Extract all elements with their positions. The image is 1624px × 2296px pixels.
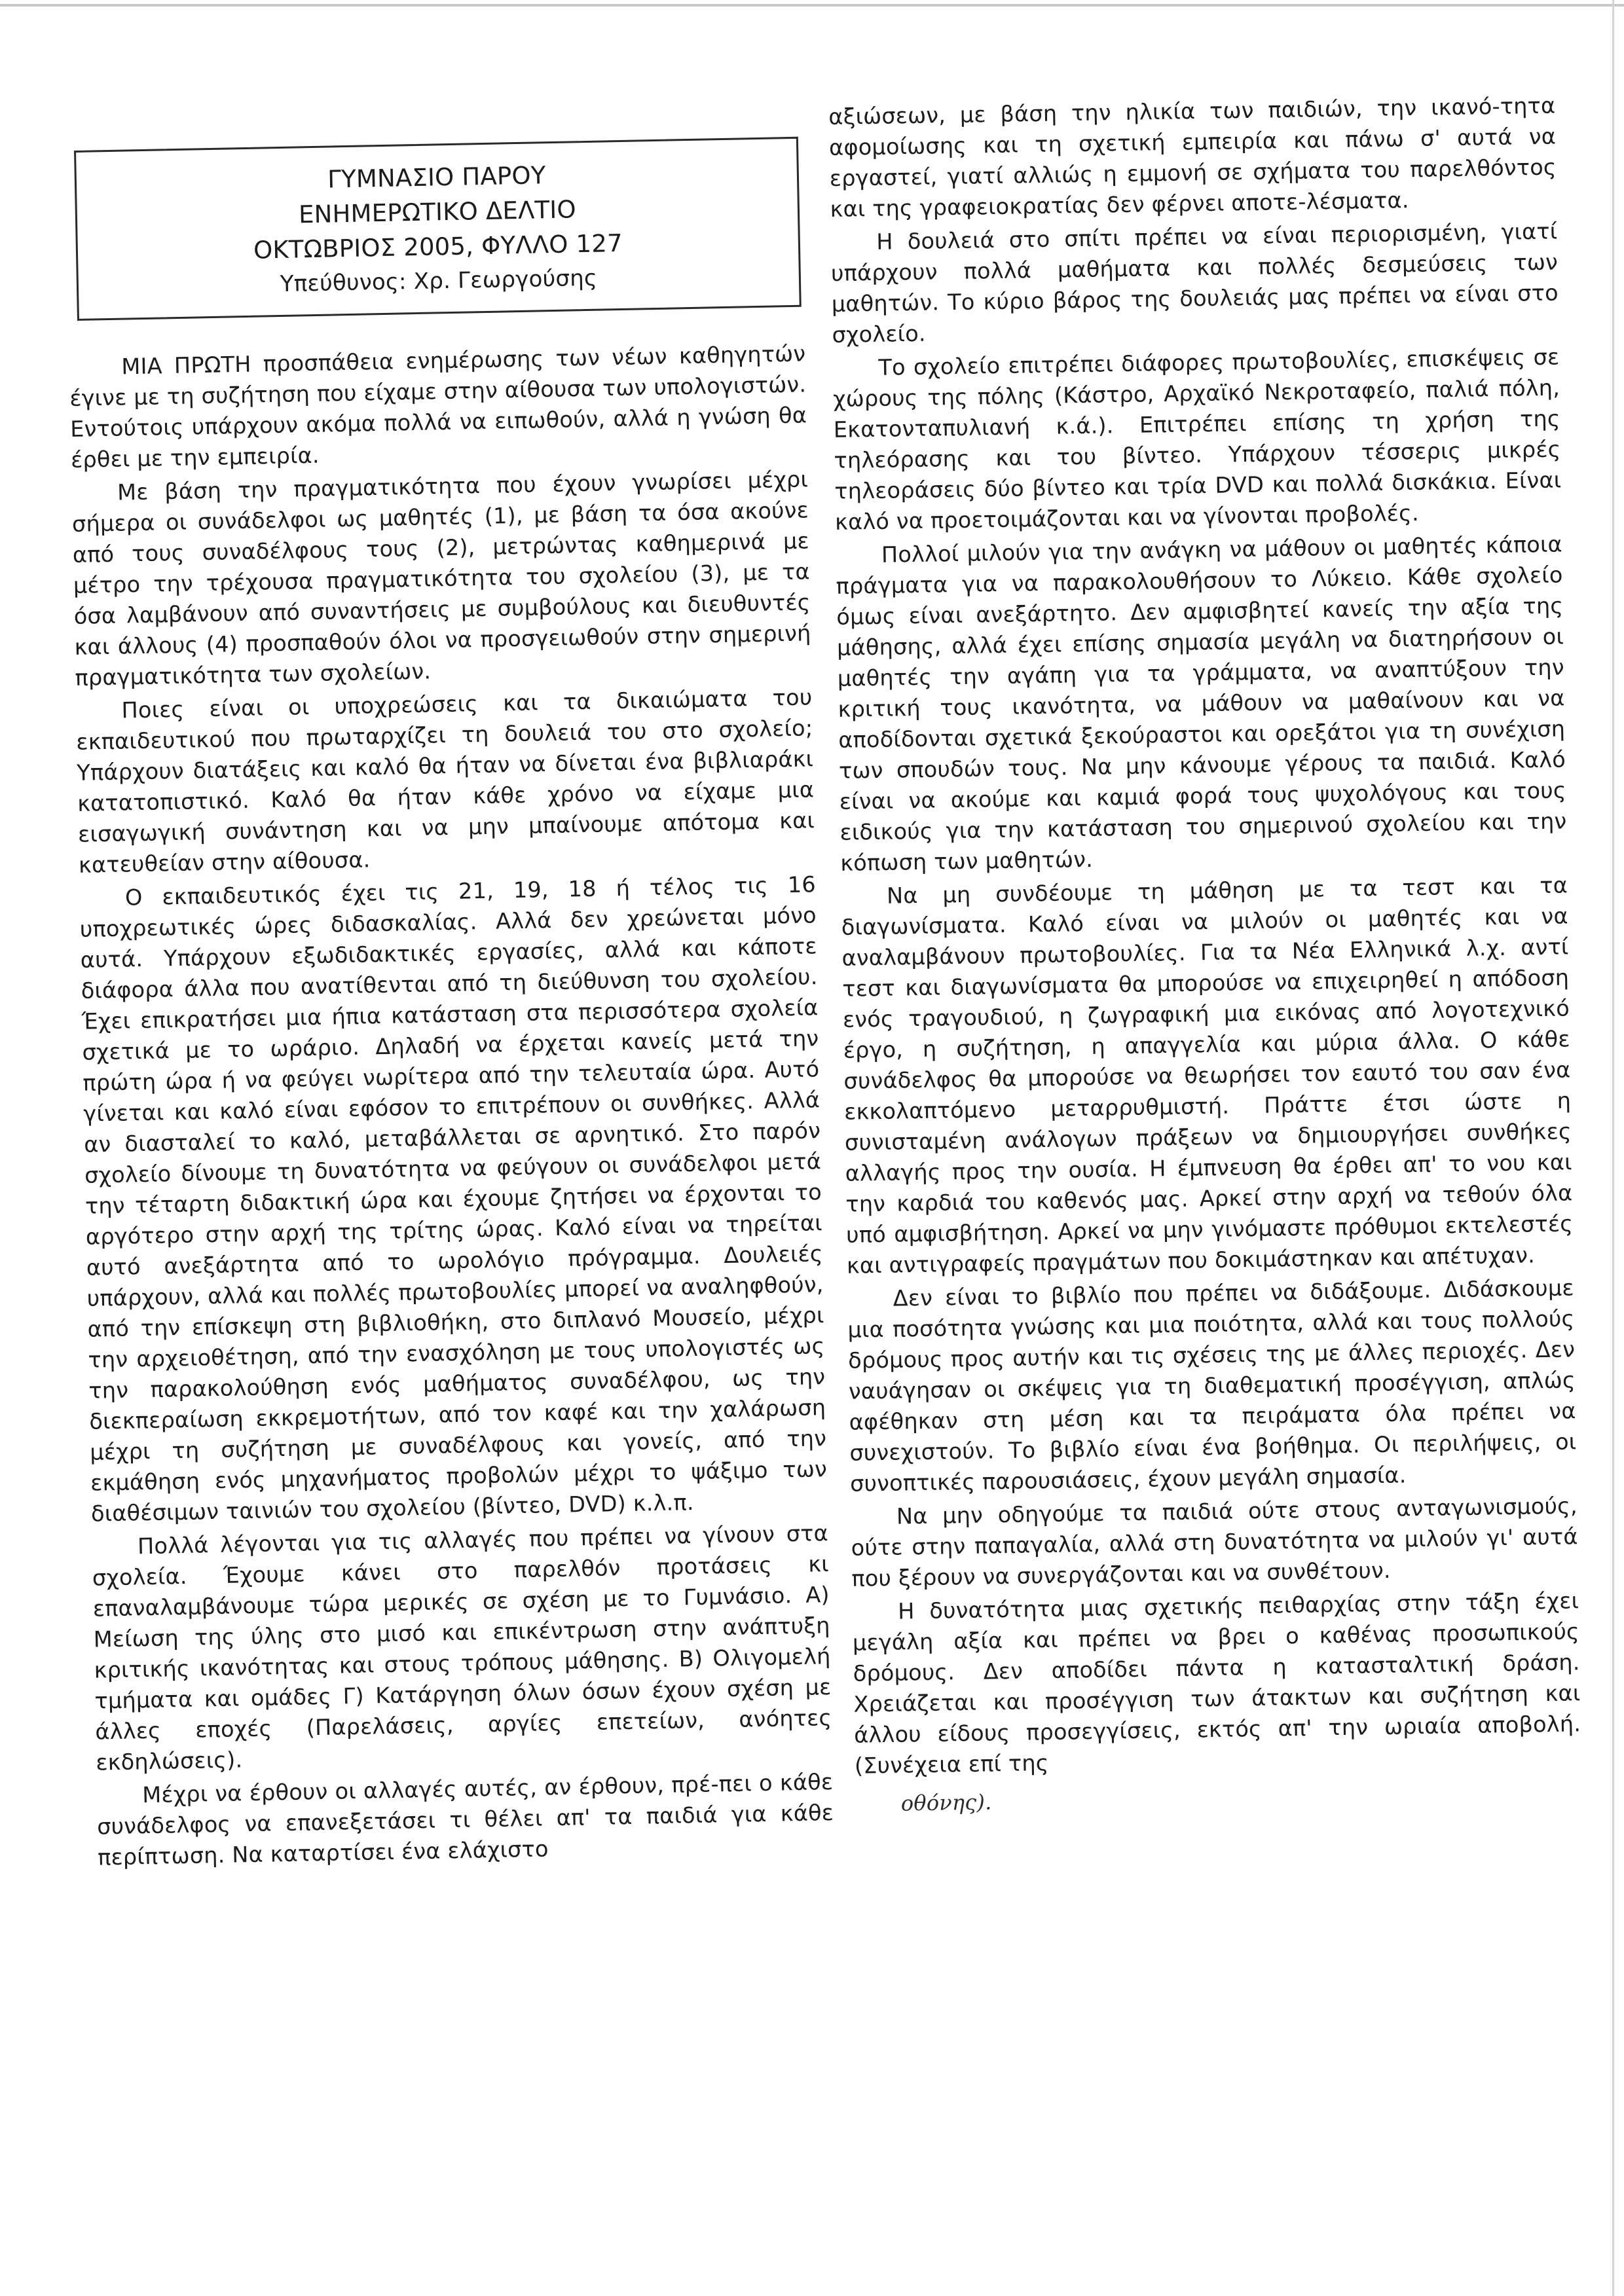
right-column (828, 90, 1582, 1820)
paragraph: Ο εκπαιδευτικός έχει τις 21, 19, 18 ή τέλος τις 16 υποχρεωτικές ώρες διδασκαλίας. Αλλά δεν χρεώνεται μόνο αυτά. Υπάρχουν εξωδιδακτικές εργασίες, αλλά και κάποτε διάφορα άλλα που ανατίθενται από τη διεύθυνση του σχολείου. Έχει επικρατήσει μια ήπια κατάσταση στα περισσότερα σχολεία σχετικά με το ωράριο. Δηλαδή να έρχεται κανείς μετά την πρώτη ώρα ή να φεύγει νωρίτερα από την τελευταία ώρα. Αυτό γίνεται και καλό είναι εφόσον το επιτρέπουν οι συνθήκες. Αλλά αν διασταλεί το καλό, μεταβάλλεται σε αρνητικό. Στο παρόν σχολείο δίνουμε τη δυνατότητα να φεύγουν οι συνάδελφοι μετά την τέταρτη διδακτική ώρα και έχουμε ζητήσει να έρχονται το αργότερο στην αρχή της τρίτης ώρας. Καλό είναι να τηρείται αυτό ανεξάρτητα από το ωρολόγιο πρόγραμμα. Δουλειές υπάρχουν, αλλά και πολλές πρωτοβουλίες μπορεί να αναληφθούν, από την επίσκεψη στη βιβλιοθήκη, στο διπλανό Μουσείο, μέχρι την αρχειοθέτηση, από την ενασχόληση με τους υπολογιστές ως την παρακολούθηση ενός μαθήματος συναδέλφου, ως την διεκπεραίωση εκκρεμοτήτων, από τον καφέ και την χαλάρωση μέχρι τη συζήτηση με συναδέλφους και γονείς, από την εκμάθηση ενός μηχανήματος προβολών μέχρι το ψάξιμο των διαθέσιμων ταινιών του σχολείου (βίντεο, DVD) κ.λ.π. (79, 871, 828, 1527)
paragraph: Δεν είναι το βιβλίο που πρέπει να διδάξουμε. Διδάσκουμε μια ποσότητα γνώσης και μια ποιότητα, αλλά και τους πολλούς δρόμους προς αυτήν και τις σχέσεις της με άλλες περιοχές. Δεν ναυάγησαν οι σκέψεις για τη διαθεματική προσέγγιση, απλώς αφέθηκαν στη μέση και τα πειράματα όλα πρέπει να συνεχιστούν. Το βιβλίο είναι ένα βοήθημα. Οι περιλήψεις, οι συνοπτικές παρουσιάσεις, έχουν μεγάλη σημασία. (847, 1275, 1577, 1497)
paragraph: αξιώσεων, με βάση την ηλικία των παιδιών, την ικανό-τητα αφομοίωσης και τη σχετική εμπειρία και πάνω σ' αυτά να εργαστεί, γιατί αλλιώς η εμμονή σε σχήματα του παρελθόντος και της γραφειοκρατίας δεν φέρνει αποτε-λέσματα. (828, 92, 1557, 222)
masthead-editor: Υπεύθυνος: Χρ. Γεωργούσης (280, 264, 598, 297)
paragraph: Μέχρι να έρθουν οι αλλαγές αυτές, αν έρθουν, πρέ-πει ο κάθε συνάδελφος να επανεξετάσει τι θέλει απ' τα παιδιά για κάθε περίπτωση. Να καταρτίσει ένα ελάχιστο (96, 1769, 834, 1870)
handwritten-note: οθόνης). (900, 1789, 992, 1816)
scan-top-edge (0, 4, 1624, 7)
scan-right-edge (1612, 0, 1614, 2296)
paragraph: Ποιες είναι οι υποχρεώσεις και τα δικαιώματα του εκπαιδευτικού που πρωταρχίζει τη δουλειά του στο σχολείο; Υπάρχουν διατάξεις και καλό θα ήταν να δίνεται ένα βιβλιαράκι κατατοπιστικό. Καλό θα ήταν κάθε χρόνο να είχαμε μια εισαγωγική συνάντηση και να μην μπαίνουμε απότομα και κατευθείαν στην αίθουσα. (76, 684, 815, 878)
paragraph: Η δουλειά στο σπίτι πρέπει να είναι περιορισμένη, γιατί υπάρχουν πολλά μαθήματα και πολλές δεσμεύσεις των μαθητών. Το κύριο βάρος της δουλειάς μας πρέπει να είναι στο σχολείο. (830, 218, 1559, 348)
paragraph: Να μην οδηγούμε τα παιδιά ούτε στους ανταγωνισμούς, ούτε στην παπαγαλία, αλλά στη δυνατότητα να μιλούν γι' αυτά που ξέρουν να συνεργάζονται και να συνθέτουν. (851, 1493, 1578, 1592)
paragraph: Να μη συνδέουμε τη μάθηση με τα τεστ και τα διαγωνίσματα. Καλό είναι να μιλούν οι μαθητές και να αναλαμβάνουν πρωτοβουλίες. Για τα Νέα Ελληνικά λ.χ. αντί τεστ και διαγωνίσματα θα μπορούσε να επιχειρηθεί η απόδοση ενός τραγουδιού, η ζωγραφική μια εικόνας από λογοτεχνικό έργο, η συζήτηση, η απαγγελία και μύρια άλλα. Ο κάθε συνάδελφος θα μπορούσε να θεωρήσει τον εαυτό του σαν ένα εκκολαπτόμενο μεταρρυθμιστή. Πράττε έτσι ώστε η συνισταμένη ανάλογων πράξεων να δημιουργήσει συνθήκες αλλαγής προς την ουσία. Η έμπνευση θα έρθει απ' το νου και την καρδιά του καθενός μας. Αρκεί στην αρχή να τεθούν όλα υπό αμφισβήτηση. Αρκεί να μην γινόμαστε πρόθυμοι εκτελεστές και αντιγραφείς πραγμάτων που δοκιμάστηκαν και απέτυχαν. (841, 872, 1574, 1279)
paragraph: Πολλά λέγονται για τις αλλαγές που πρέπει να γίνουν στα σχολεία. Έχουμε κάνει στο παρελθόν προτάσεις κι επαναλαμβάνουμε τώρα μερικές σε σχέση με το Γυμνάσιο. Α) Μείωση της ύλης στο μισό και επικέντρωση στην ανάπτυξη κριτικής ικανότητας και στους τρόπους μάθησης. Β) Ολιγομελή τμήματα και ομάδες Γ) Κατάργηση όλων όσων έχουν σχέση με άλλες εποχές (Παρελάσεις, αργίες επετείων, ανόητες εκδηλώσεις). (92, 1520, 832, 1776)
masthead-school: ΓΥΜΝΑΣΙΟ ΠΑΡΟΥ (327, 161, 546, 194)
masthead-bulletin: ΕΝΗΜΕΡΩΤΙΚΟ ΔΕΛΤΙΟ (298, 195, 577, 229)
paragraph: Με βάση την πραγματικότητα που έχουν γνωρίσει μέχρι σήμερα οι συνάδελφοι ως μαθητές (1), με βάση τα όσα ακούνε από τους συναδέλφους τους (2), μετρώντας καθημερινά με μέτρο την τρέχουσα πραγματικότητα του σχολείου (3), με τα όσα λαμβάνουν από συναντήσεις με συμβούλους και διευθυντές και άλλους (4) προσπαθούν όλοι να προσγειωθούν στην σημερινή πραγματικότητα των σχολείων. (71, 466, 811, 691)
paragraph: ΜΙΑ ΠΡΩΤΗ προσπάθεια ενημέρωσης των νέων καθηγητών έγινε με τη συζήτηση που είχαμε στην αίθουσα των υπολογιστών. Εντούτοις υπάρχουν ακόμα πολλά να ειπωθούν, αλλά η γνώση θα έρθει με την εμπειρία. (69, 340, 807, 473)
paragraph: Το σχολείο επιτρέπει διάφορες πρωτοβουλίες, επισκέψεις σε χώρους της πόλης (Κάστρο, Αρχαϊκό Νεκροταφείο, παλιά πόλη, Εκατονταπυλιανή κ.ά.). Επιτρέπει επίσης τη χρήση της τηλεόρασης και του βίντεο. Υπάρχουν τέσσερις μικρές τηλεοράσεις δύο βίντεο και τρία DVD και πολλά δισκάκια. Είναι καλό να προετοιμάζονται και να γίνονται προβολές. (832, 344, 1562, 535)
masthead-issue: ΟΚΤΩΒΡΙΟΣ 2005, ΦΥΛΛΟ 127 (253, 228, 623, 264)
paragraph: Πολλοί μιλούν για την ανάγκη να μάθουν οι μαθητές κάποια πράγματα για να παρακολουθήσουν το Λύκειο. Κάθε σχολείο όμως είναι ανεξάρτητο. Δεν αμφισβητεί κανείς την αξία της μάθησης, αλλά έχει επίσης σημασία μεγάλη να διατηρήσουν οι μαθητές την αγάπη για τα γράμματα, να αναπτύξουν την κριτική τους ικανότητα, να μάθουν να μαθαίνουν και να αποδίδονται σχετικά ξεκούραστοι και ορεξάτοι για τη συνέχιση των σπουδών τους. Να μην κάνουμε γέρους τα παιδιά. Καλό είναι να ακούμε και καμιά φορά τους ψυχολόγους και τους ειδικούς για την κατάσταση του σημερινού σχολείου και την κόπωση των μαθητών. (836, 531, 1567, 876)
masthead-box (74, 137, 802, 321)
left-body (69, 338, 834, 1872)
left-column (69, 151, 834, 1876)
paragraph: Η δυνατότητα μιας σχετικής πειθαρχίας στην τάξη έχει μεγάλη αξία και πρέπει να βρει ο καθένας προσωπικούς δρόμους. Δεν αποδίδει πάντα η κατασταλτική δράση. Χρειάζεται και προσέγγιση των άτακτων και συζήτηση και άλλου είδους προσεγγίσεις, εκτός απ' την ωριαία αποβολή. (Συνέχεια επί της (852, 1588, 1581, 1779)
